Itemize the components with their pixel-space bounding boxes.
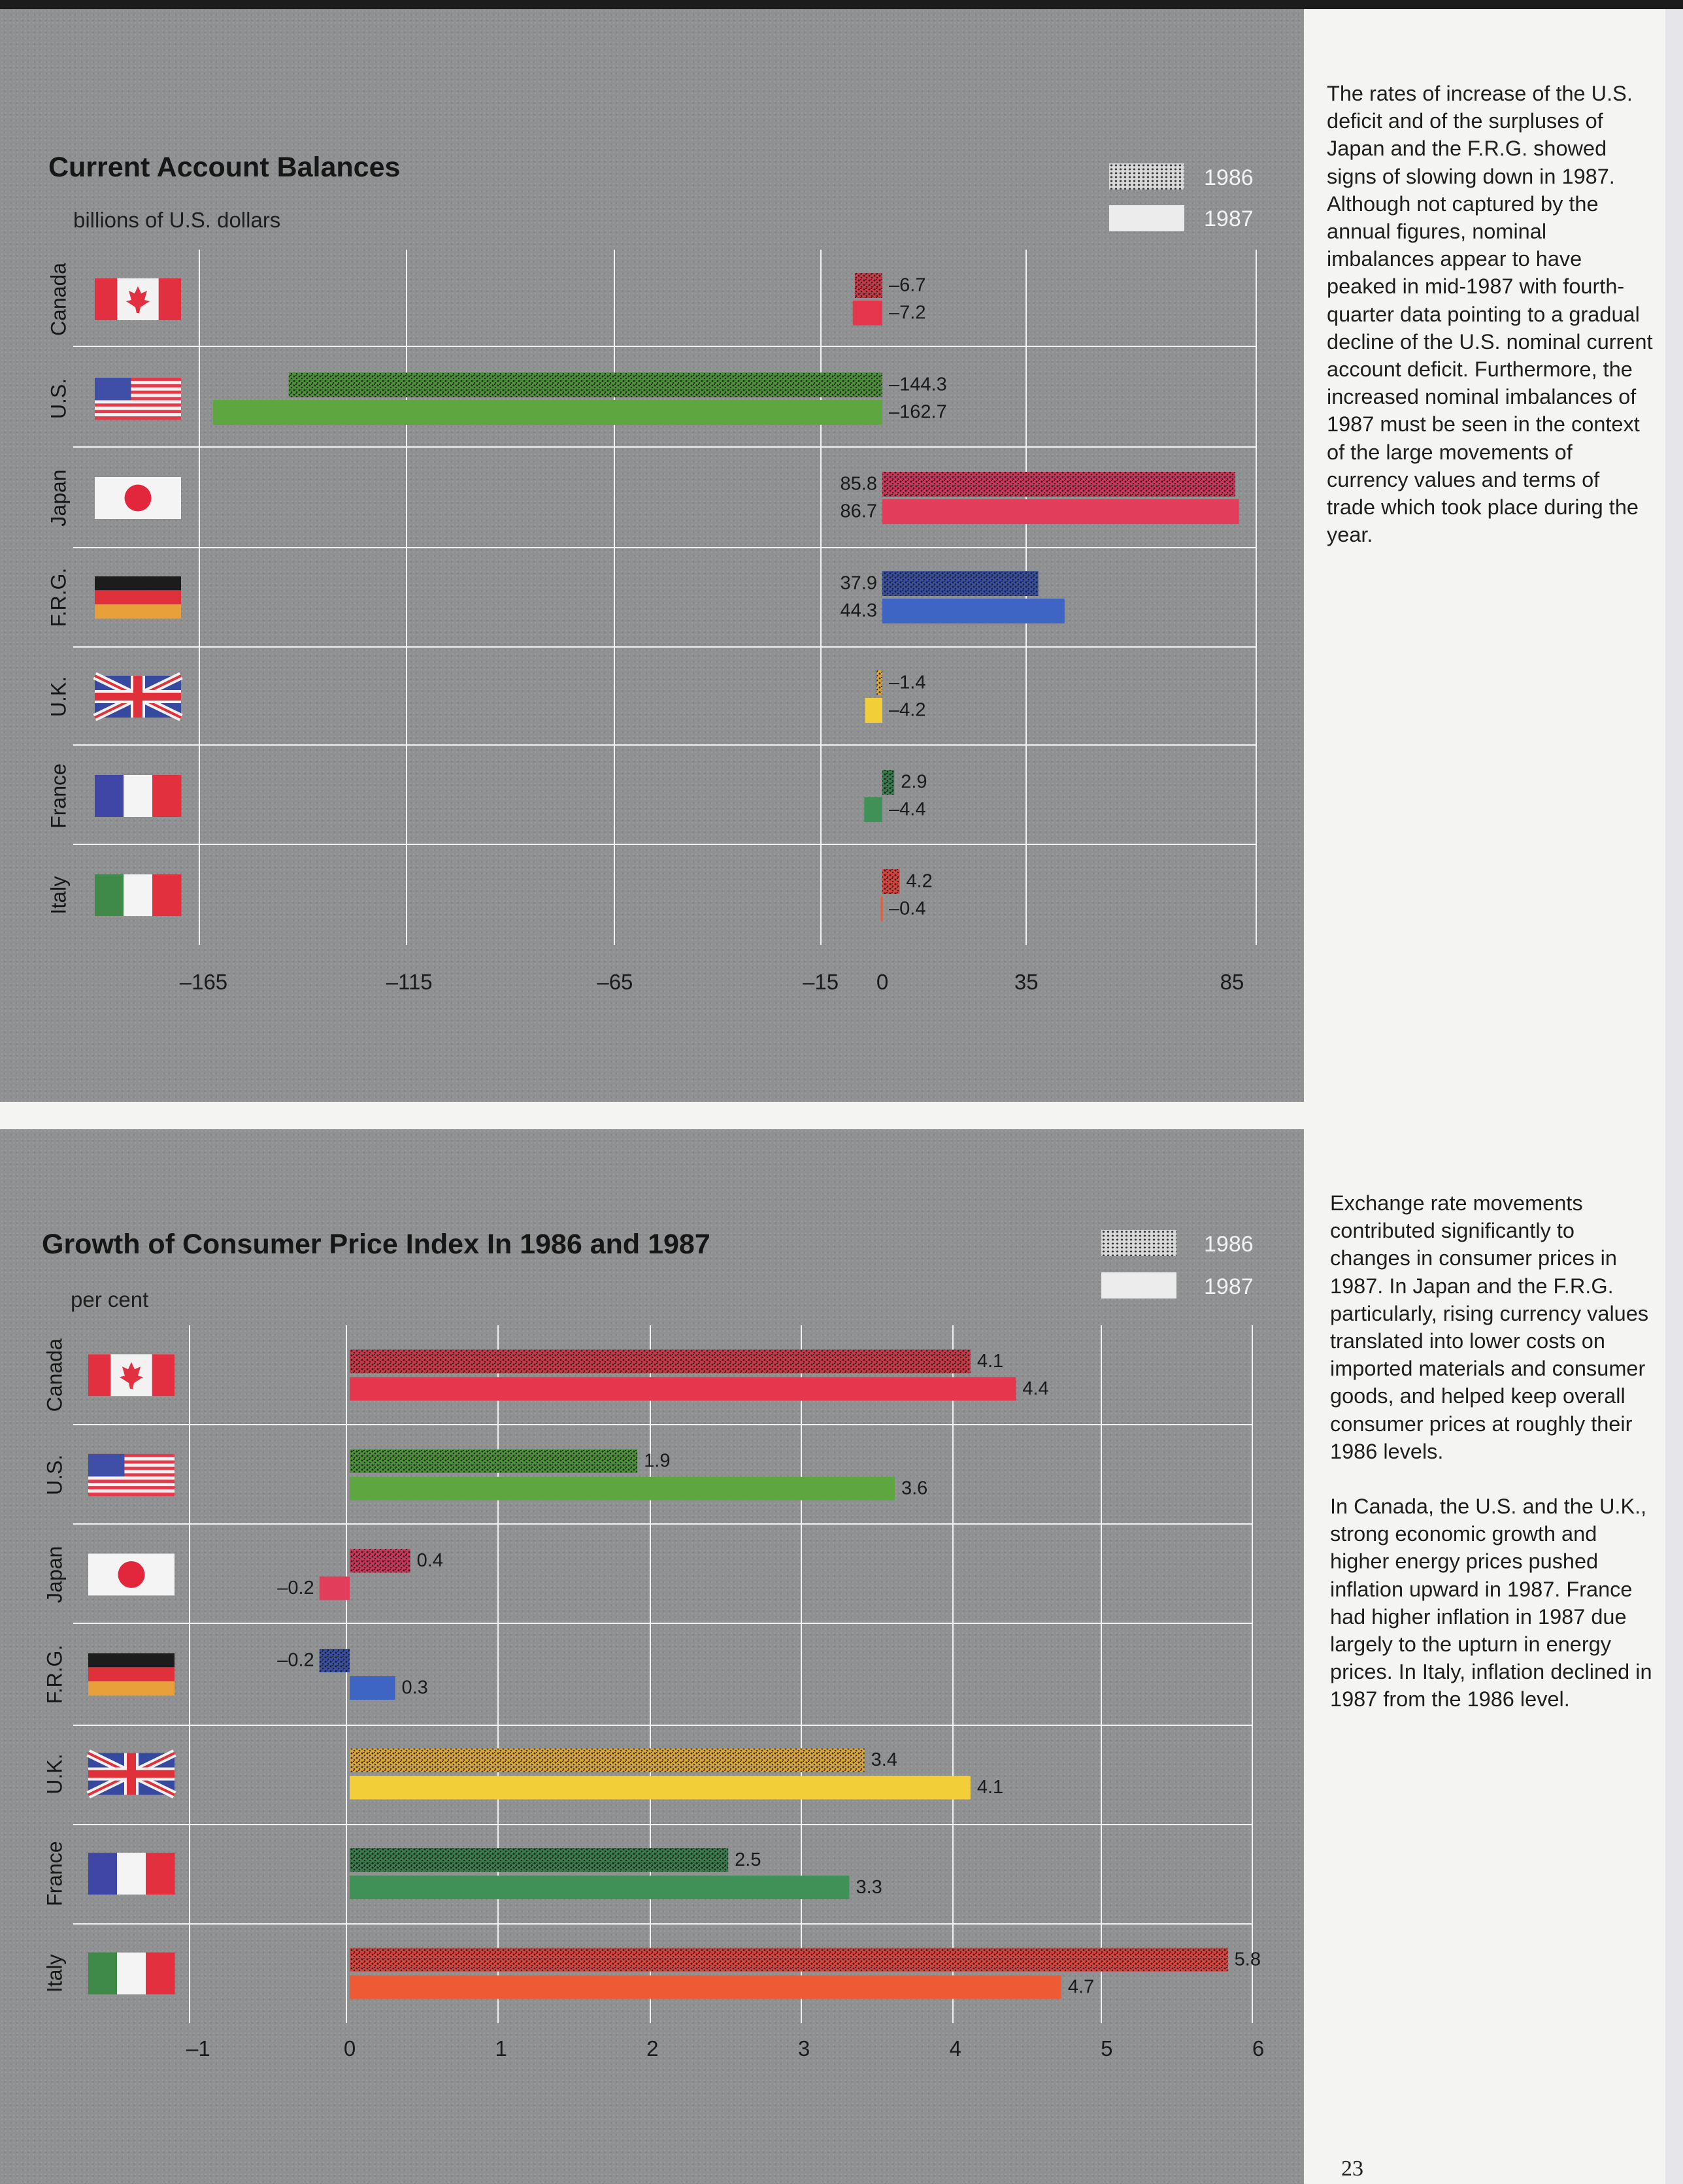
bar-1986 <box>320 1649 350 1672</box>
paragraph: The rates of increase of the U.S. deficit and of the surpluses of Japan and the F.R.G. showed signs of slowing down in 1987. Although not captured by the annual figures, nominal imbalances appear to have peaked in mid-1987 with fourth-quarter data pointing to a gradual decline of the U.S. nominal current account deficit. Furthermore, the increased nominal imbalances of 1987 must be seen in the context of the large movements of currency values and terms of trade which took place during the year. <box>1327 82 1653 547</box>
data-label: 2.9 <box>901 771 927 793</box>
paragraph: Exchange rate movements contributed significantly to changes in consumer prices in 1987. In Japan and the F.R.G. particularly, rising currency values translated into lower costs on imported materials and consumer goods, and helped keep overall consumer prices at roughly their 1986 levels. <box>1330 1191 1649 1463</box>
data-label: 44.3 <box>840 600 877 621</box>
data-label: 2.5 <box>735 1849 761 1870</box>
x-tick-label: 85 <box>1220 970 1244 994</box>
x-tick-label: –65 <box>597 970 633 994</box>
x-tick-label: 1 <box>495 2036 507 2060</box>
data-label: 0.4 <box>416 1550 443 1572</box>
bar-1987 <box>350 1377 1016 1400</box>
data-label: 4.1 <box>976 1350 1004 1372</box>
bar-1987 <box>350 1676 395 1700</box>
chart-title: Current Account Balances <box>48 152 401 183</box>
data-label: 85.8 <box>840 473 877 495</box>
data-label: –0.4 <box>889 898 926 919</box>
italy-flag-icon <box>88 1953 175 1994</box>
x-tick-label: 6 <box>1252 2036 1265 2060</box>
france-flag-icon <box>88 1853 175 1894</box>
bar-1986 <box>350 1848 728 1872</box>
bar-1987 <box>350 1976 1061 1999</box>
bar-1987 <box>350 1776 971 1800</box>
country-label: Canada <box>42 1338 67 1412</box>
x-tick-label: –115 <box>386 970 433 994</box>
x-tick-label: 0 <box>876 970 889 994</box>
bar-1986 <box>350 1749 865 1772</box>
chart-title: Growth of Consumer Price Index In 1986 and 1987 <box>42 1229 710 1260</box>
germany-flag-icon <box>88 1653 175 1696</box>
country-label: F.R.G. <box>42 1644 67 1704</box>
data-label: 1.9 <box>644 1450 671 1472</box>
grid <box>73 1325 1252 2023</box>
country-label: U.K. <box>42 1753 67 1795</box>
us-flag-icon <box>88 1454 175 1497</box>
data-label: 37.9 <box>840 572 877 594</box>
data-label: –0.2 <box>277 1578 314 1599</box>
bar-1986 <box>350 1948 1228 1972</box>
country-label: France <box>42 1841 67 1906</box>
x-tick-label: 0 <box>343 2036 356 2060</box>
x-tick-label: 4 <box>949 2036 961 2060</box>
unit-label: billions of U.S. dollars <box>73 208 281 232</box>
x-tick-label: 3 <box>797 2036 810 2060</box>
page-edge <box>1665 9 1683 2184</box>
bar-1987 <box>320 1576 350 1600</box>
japan-flag-icon <box>88 1553 175 1595</box>
data-label: –162.7 <box>889 401 947 423</box>
country-label: U.K. <box>46 676 71 718</box>
bar-1986 <box>350 1349 971 1373</box>
legend-label-1987: 1987 <box>1204 207 1254 231</box>
bar-1987 <box>350 1477 895 1500</box>
data-label: 3.3 <box>856 1876 882 1898</box>
commentary-cpi <box>1330 1189 1657 1741</box>
data-label: 4.4 <box>1022 1378 1049 1399</box>
country-label: Japan <box>46 469 71 527</box>
data-label: –7.2 <box>889 302 926 323</box>
country-label: U.S. <box>46 378 71 420</box>
data-label: 4.2 <box>906 870 933 892</box>
data-label: 3.4 <box>871 1749 897 1771</box>
bar-1986 <box>350 1449 637 1473</box>
legend-label-1986: 1986 <box>1204 165 1254 190</box>
bar-1987 <box>350 1876 850 1899</box>
data-label: 3.6 <box>901 1478 928 1499</box>
x-tick-label: 2 <box>646 2036 659 2060</box>
country-label: Canada <box>46 262 71 337</box>
x-tick-label: –15 <box>803 970 839 994</box>
data-label: 86.7 <box>840 501 877 522</box>
data-label: –144.3 <box>889 374 947 395</box>
legend-label-1986: 1986 <box>1204 1232 1254 1257</box>
country-label: Italy <box>46 876 71 915</box>
data-label: 0.3 <box>401 1677 428 1698</box>
data-label: 4.7 <box>1067 1976 1095 1998</box>
uk-flag-icon <box>88 1753 175 1795</box>
commentary-current-account <box>1327 80 1654 576</box>
country-label: France <box>46 763 71 829</box>
data-label: –6.7 <box>889 274 926 296</box>
country-label: F.R.G. <box>46 567 71 627</box>
legend-label-1987: 1987 <box>1204 1274 1254 1299</box>
x-tick-label: 5 <box>1101 2036 1113 2060</box>
data-label: –1.4 <box>889 672 926 693</box>
bar-1986 <box>350 1549 410 1572</box>
country-label: U.S. <box>42 1454 67 1495</box>
x-tick-label: –165 <box>179 970 228 994</box>
country-label: Italy <box>42 1954 67 1993</box>
x-tick-label: –1 <box>186 2036 210 2060</box>
country-label: Japan <box>42 1546 67 1604</box>
data-label: –4.4 <box>889 799 926 820</box>
paragraph: In Canada, the U.S. and the U.K., strong economic growth and higher energy prices pushed inflation upward in 1987. France had higher inflation in 1987 due largely to the upturn in energy prices. In Italy, inflation declined in 1987 from the 1986 level. <box>1330 1495 1652 1712</box>
data-label: –0.2 <box>277 1649 314 1671</box>
data-label: 4.1 <box>976 1777 1004 1798</box>
data-label: 5.8 <box>1234 1949 1261 1970</box>
x-tick-label: 35 <box>1014 970 1039 994</box>
page-number: 23 <box>1341 2157 1363 2181</box>
data-label: –4.2 <box>889 699 926 721</box>
canada-flag-icon <box>88 1354 175 1396</box>
unit-label: per cent <box>71 1287 149 1312</box>
